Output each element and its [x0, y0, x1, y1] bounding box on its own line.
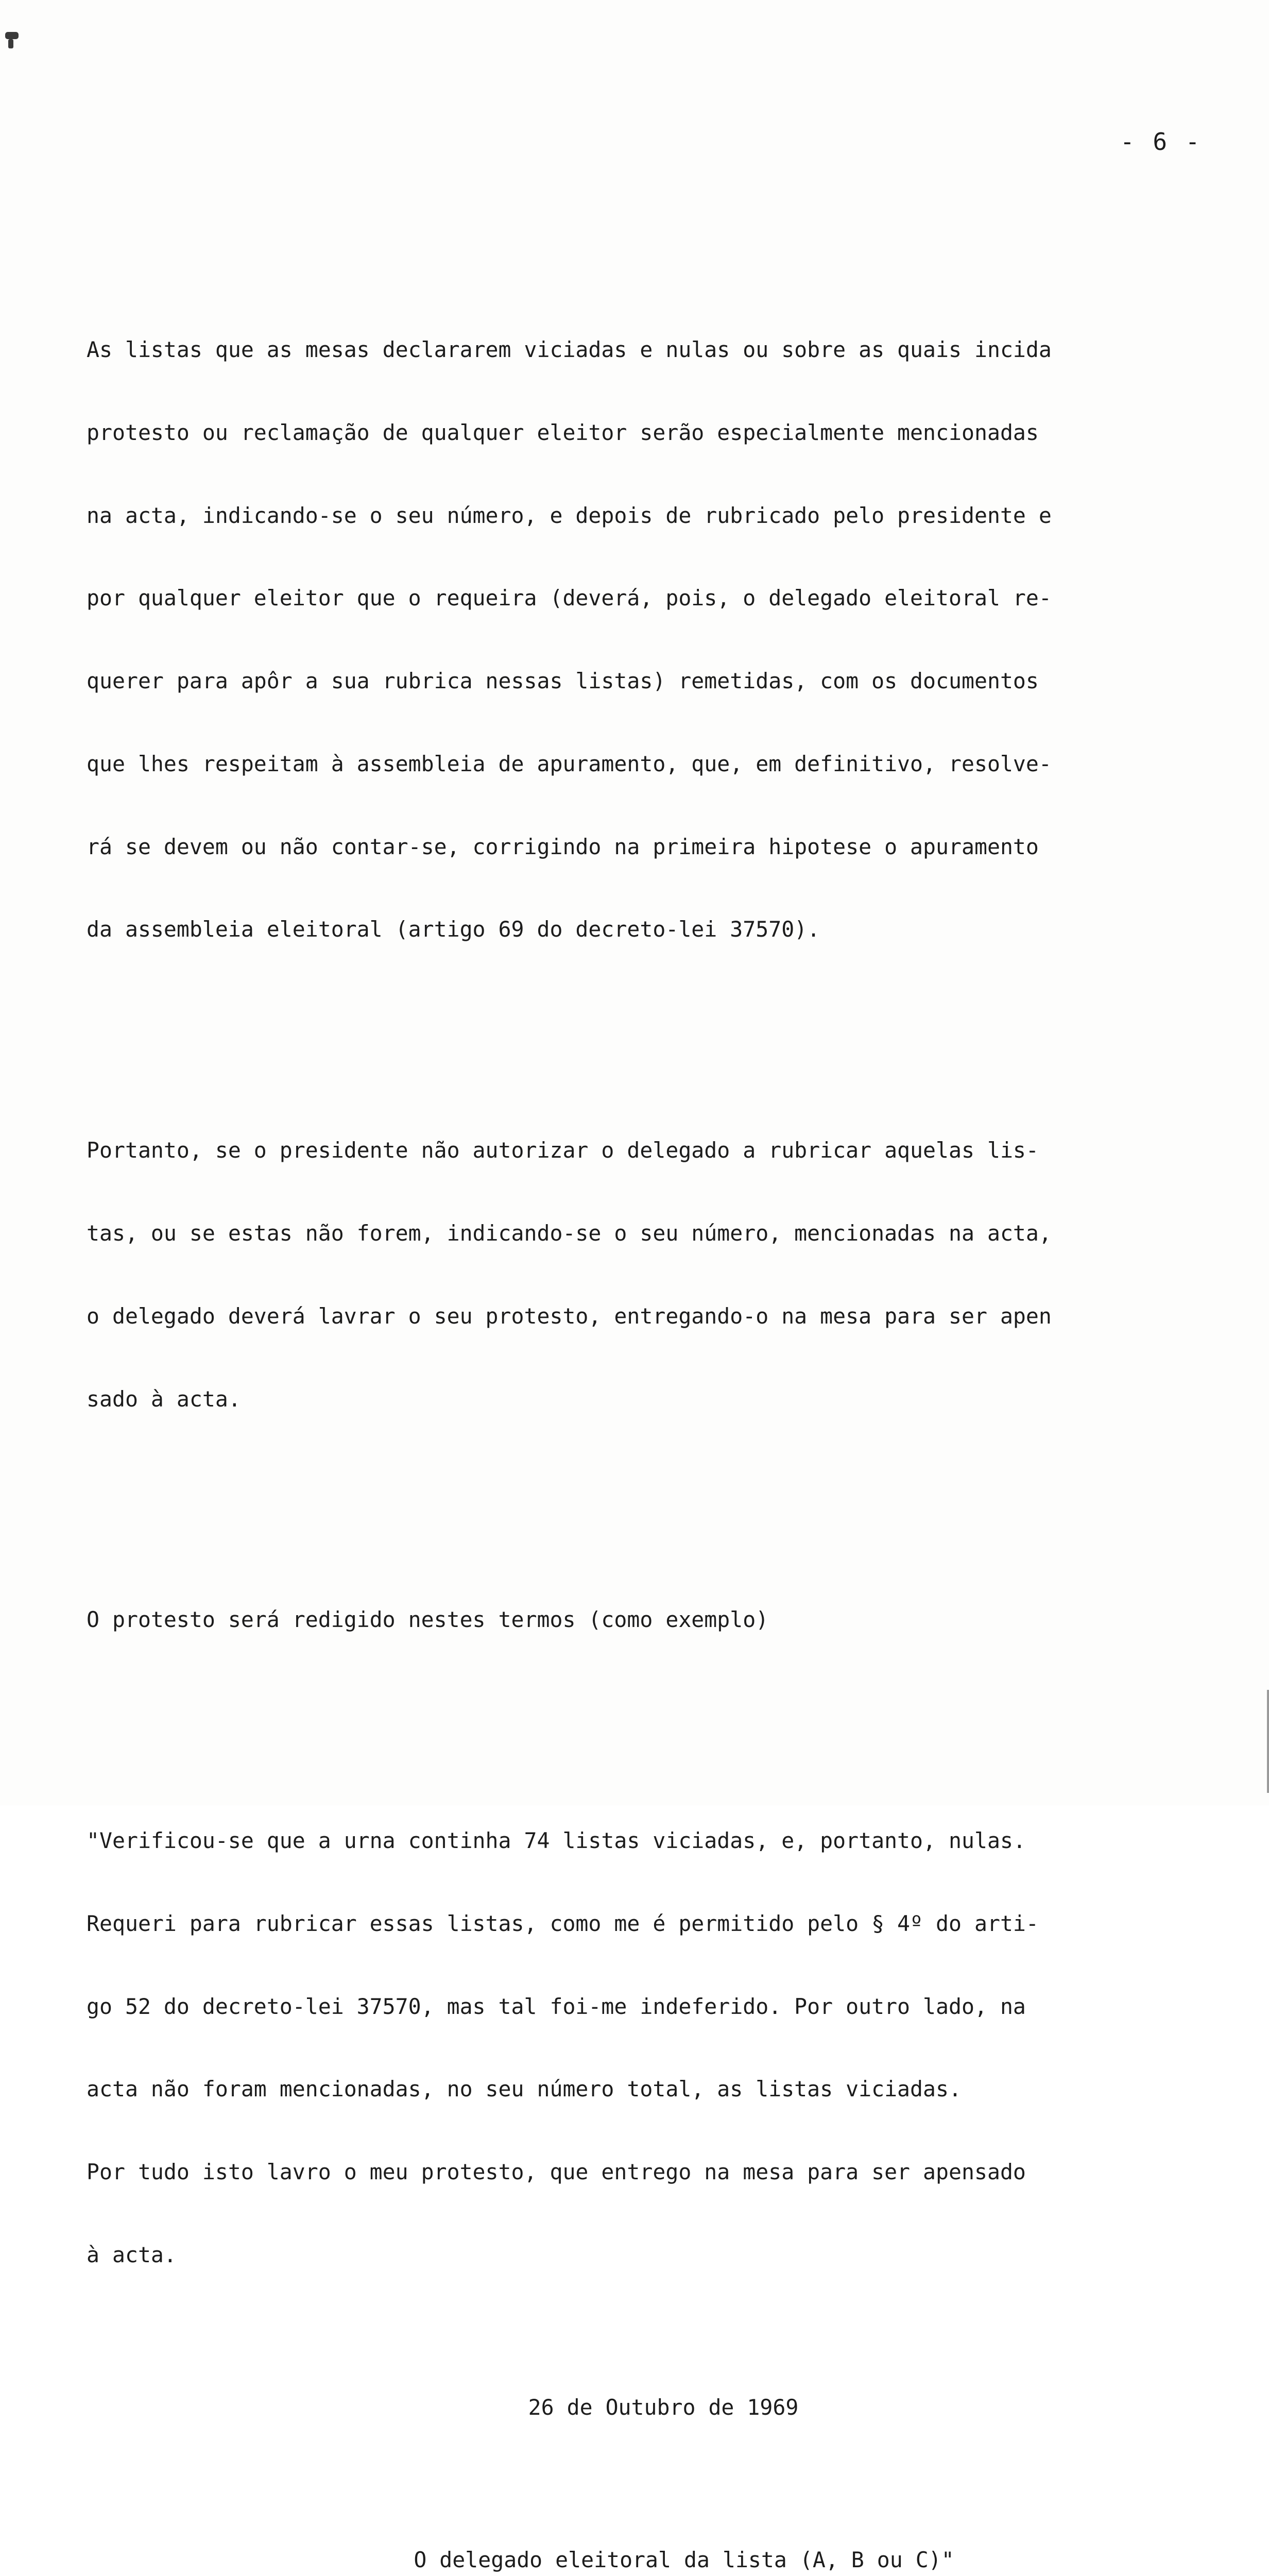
paragraph-portanto-rubricar [87, 1081, 1240, 1468]
text-line: Por tudo isto lavro o meu protesto, que entrego na mesa para ser apensado [87, 2159, 1026, 2185]
scan-edge-shadow [1267, 1690, 1269, 1793]
text-line: à acta. [87, 2242, 177, 2267]
spacer [87, 2477, 1240, 2491]
text-line: go 52 do decreto-lei 37570, mas tal foi-me indeferido. Por outro lado, na [87, 1993, 1026, 2019]
spacer [87, 2324, 1240, 2338]
text-line: Portanto, se o presidente não autorizar o delegado a rubricar aquelas lis- [87, 1138, 1039, 1163]
paragraph-listas-viciadas [87, 281, 1240, 998]
protest-date: 26 de Outubro de 1969 [528, 2394, 799, 2420]
text-line: querer para apôr a sua rubrica nessas listas) remetidas, com os documentos [87, 668, 1039, 694]
document-body [87, 198, 1240, 2576]
text-line: "Verificou-se que a urna continha 74 listas viciadas, e, portanto, nulas. [87, 1828, 1026, 1854]
text-line: na acta, indicando-se o seu número, e depois de rubricado pelo presidente e [87, 502, 1052, 528]
text-line: acta não foram mencionadas, no seu número total, as listas viciadas. [87, 2076, 962, 2102]
protest-signature: O delegado eleitoral da lista (A, B ou C)" [414, 2547, 954, 2572]
page-number: - 6 - [1120, 128, 1202, 156]
text-line: tas, ou se estas não forem, indicando-se o seu número, mencionadas na acta, [87, 1220, 1052, 1246]
text-line: que lhes respeitam à assembleia de apuramento, que, em definitivo, resolve- [87, 751, 1052, 776]
text-line: As listas que as mesas declararem viciadas e nulas ou sobre as quais incida [87, 336, 1052, 362]
text-line: protesto ou reclamação de qualquer eleitor serão especialmente mencionadas [87, 419, 1039, 445]
text-line: sado à acta. [87, 1386, 241, 1412]
quoted-protest-example [87, 1772, 1240, 2576]
scan-speck [5, 32, 19, 39]
text-line: da assembleia eleitoral (artigo 69 do decreto-lei 37570). [87, 917, 820, 942]
text-line: Requeri para rubricar essas listas, como me é permitido pelo § 4º do arti- [87, 1910, 1039, 1936]
text-line: por qualquer eleitor que o requeira (deverá, pois, o delegado eleitoral re- [87, 585, 1052, 611]
text-line: O protesto será redigido nestes termos (como exemplo) [87, 1607, 769, 1633]
paragraph-protesto-termos [87, 1551, 1240, 1689]
text-line: rá se devem ou não contar-se, corrigindo na primeira hipotese o apuramento [87, 834, 1039, 859]
scan-speck [8, 39, 13, 48]
text-line: o delegado deverá lavrar o seu protesto, entregando-o na mesa para ser apen [87, 1303, 1052, 1329]
